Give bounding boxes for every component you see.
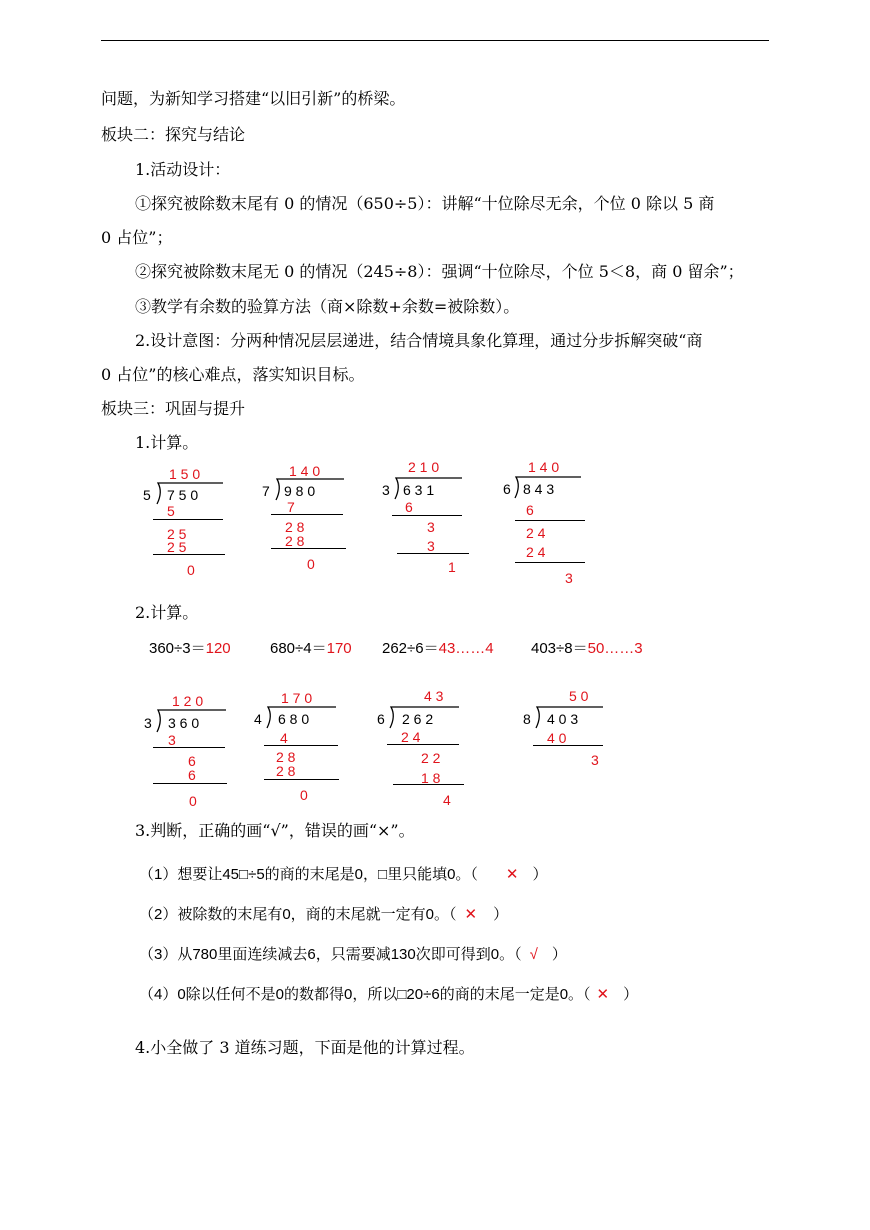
judge-text: （1）想要让45□÷5的商的末尾是0，□里只能填0。（ xyxy=(139,866,478,883)
expression xyxy=(149,639,231,659)
design-intent: 2.设计意图：分两种情况层层递进，结合情境具象化算理，通过分步拆解突破“商 xyxy=(135,331,703,350)
step-rule xyxy=(397,553,469,554)
activity-item-1-cont: 0 占位”； xyxy=(101,228,173,247)
judge-text: （2）被除数的末尾有0，商的末尾就一定有0。（ xyxy=(139,906,457,923)
expression-answer: 120 xyxy=(205,640,231,657)
step-remainder: 2 4 xyxy=(526,525,546,541)
long-division xyxy=(503,458,593,588)
step-rule xyxy=(392,515,462,516)
judge-text: （4）0除以任何不是0的数都得0，所以□20÷6的商的末尾一定是0。（ xyxy=(139,986,591,1003)
long-division xyxy=(262,462,352,580)
activity-heading: 1.活动设计： xyxy=(135,160,231,179)
dividend: 8 4 3 xyxy=(523,481,555,497)
step-product: 2 8 xyxy=(276,763,296,779)
quotient: 1 7 0 xyxy=(281,690,313,706)
long-division xyxy=(143,462,233,580)
step-remainder: 2 8 xyxy=(276,749,296,765)
cross-mark-icon: ✕ xyxy=(464,906,478,923)
step-rule xyxy=(533,745,603,746)
step-rule xyxy=(264,779,339,780)
long-division xyxy=(382,458,472,580)
divisor: 4 xyxy=(254,711,262,727)
step-product: 3 xyxy=(427,538,435,554)
divisor: 3 xyxy=(144,715,152,731)
header-rule xyxy=(101,40,769,41)
divisor: 8 xyxy=(523,711,531,727)
step-rule xyxy=(153,554,225,555)
divisor: 7 xyxy=(262,483,270,499)
quotient: 1 4 0 xyxy=(528,459,560,475)
paragraph-line: 问题，为新知学习搭建“以旧引新”的桥梁。 xyxy=(101,89,406,108)
step-rule xyxy=(393,784,464,785)
step-product: 7 xyxy=(287,499,295,515)
step-rule xyxy=(271,514,343,515)
expression xyxy=(531,639,643,659)
cross-mark-icon: ✕ xyxy=(505,866,519,883)
divisor: 6 xyxy=(377,711,385,727)
judge-item xyxy=(139,945,567,965)
long-division xyxy=(254,688,344,808)
section-heading-3: 板块三：巩固与提升 xyxy=(101,399,246,418)
step-product: 2 5 xyxy=(167,539,187,555)
long-division xyxy=(377,686,469,810)
section-heading-2: 板块二：探究与结论 xyxy=(101,125,246,144)
dividend: 9 8 0 xyxy=(284,483,316,499)
expression-answer: 50……3 xyxy=(587,640,643,657)
judge-item xyxy=(139,865,548,885)
divisor: 6 xyxy=(503,481,511,497)
expression-text: 680÷4＝ xyxy=(270,640,327,657)
final-remainder: 0 xyxy=(189,793,197,809)
step-product: 1 8 xyxy=(421,770,441,786)
exercise-3-heading: 3.判断，正确的画“√”，错误的画“×”。 xyxy=(135,821,415,840)
divisor: 3 xyxy=(382,482,390,498)
step-product: 6 xyxy=(188,767,196,783)
step-rule xyxy=(515,520,585,521)
step-product: 2 4 xyxy=(526,544,546,560)
design-intent-cont: 0 占位”的核心难点，落实知识目标。 xyxy=(101,365,365,384)
final-remainder: 0 xyxy=(307,556,315,572)
long-division xyxy=(144,690,234,810)
activity-item-3: ③教学有余数的验算方法（商×除数+余数=被除数）。 xyxy=(135,297,520,316)
step-product: 6 xyxy=(405,499,413,515)
expression-text: 360÷3＝ xyxy=(149,640,206,657)
step-rule xyxy=(271,548,346,549)
quotient: 5 0 xyxy=(569,688,589,704)
divisor: 5 xyxy=(143,487,151,503)
step-remainder: 2 5 xyxy=(167,526,187,542)
judge-close: ） xyxy=(493,906,509,923)
step-product: 4 xyxy=(280,730,288,746)
dividend: 7 5 0 xyxy=(167,487,199,503)
judge-close: ） xyxy=(623,986,639,1003)
step-product: 4 0 xyxy=(547,730,567,746)
judge-item xyxy=(139,985,638,1005)
step-rule xyxy=(153,783,227,784)
long-division xyxy=(523,686,613,776)
exercise-4-heading: 4.小全做了 3 道练习题，下面是他的计算过程。 xyxy=(135,1038,475,1057)
exercise-1-heading: 1.计算。 xyxy=(135,433,199,452)
step-remainder: 6 xyxy=(188,753,196,769)
step-product: 5 xyxy=(167,503,175,519)
judge-text: （3）从780里面连续减去6，只需要减130次即可得到0。（ xyxy=(139,946,522,963)
final-remainder: 3 xyxy=(591,752,599,768)
step-rule xyxy=(387,744,459,745)
quotient: 4 3 xyxy=(424,688,444,704)
expression xyxy=(270,639,352,659)
quotient: 2 1 0 xyxy=(408,459,440,475)
dividend: 2 6 2 xyxy=(402,711,434,727)
judge-close: ） xyxy=(551,946,567,963)
dividend: 3 6 0 xyxy=(168,715,200,731)
expression-answer: 43……4 xyxy=(438,640,494,657)
step-rule xyxy=(153,747,225,748)
step-remainder: 2 8 xyxy=(285,519,305,535)
exercise-2-heading: 2.计算。 xyxy=(135,603,199,622)
final-remainder: 0 xyxy=(300,787,308,803)
activity-item-2: ②探究被除数末尾无 0 的情况（245÷8）：强调“十位除尽，个位 5＜8，商 0 留余”； xyxy=(135,262,744,281)
final-remainder: 0 xyxy=(187,562,195,578)
quotient: 1 2 0 xyxy=(172,693,204,709)
expression-answer: 170 xyxy=(326,640,352,657)
final-remainder: 3 xyxy=(565,570,573,586)
step-rule xyxy=(515,562,585,563)
step-remainder: 2 2 xyxy=(421,750,441,766)
cross-mark-icon: ✕ xyxy=(596,986,610,1003)
step-product: 2 8 xyxy=(285,533,305,549)
final-remainder: 4 xyxy=(443,792,451,808)
dividend: 6 8 0 xyxy=(278,711,310,727)
activity-item-1: ①探究被除数末尾有 0 的情况（650÷5）：讲解“十位除尽无余，个位 0 除以 5 商 xyxy=(135,194,715,213)
step-remainder: 3 xyxy=(427,519,435,535)
step-product: 3 xyxy=(168,732,176,748)
expression-text: 403÷8＝ xyxy=(531,640,588,657)
dividend: 4 0 3 xyxy=(547,711,579,727)
quotient: 1 5 0 xyxy=(169,466,201,482)
expression-text: 262÷6＝ xyxy=(382,640,439,657)
dividend: 6 3 1 xyxy=(403,482,435,498)
final-remainder: 1 xyxy=(448,559,456,575)
check-mark-icon: √ xyxy=(529,946,538,963)
quotient: 1 4 0 xyxy=(289,463,321,479)
step-product: 2 4 xyxy=(401,729,421,745)
judge-close: ） xyxy=(532,866,548,883)
step-product: 6 xyxy=(526,502,534,518)
step-rule xyxy=(153,519,223,520)
step-rule xyxy=(264,745,338,746)
expression xyxy=(382,639,494,659)
judge-item xyxy=(139,905,508,925)
